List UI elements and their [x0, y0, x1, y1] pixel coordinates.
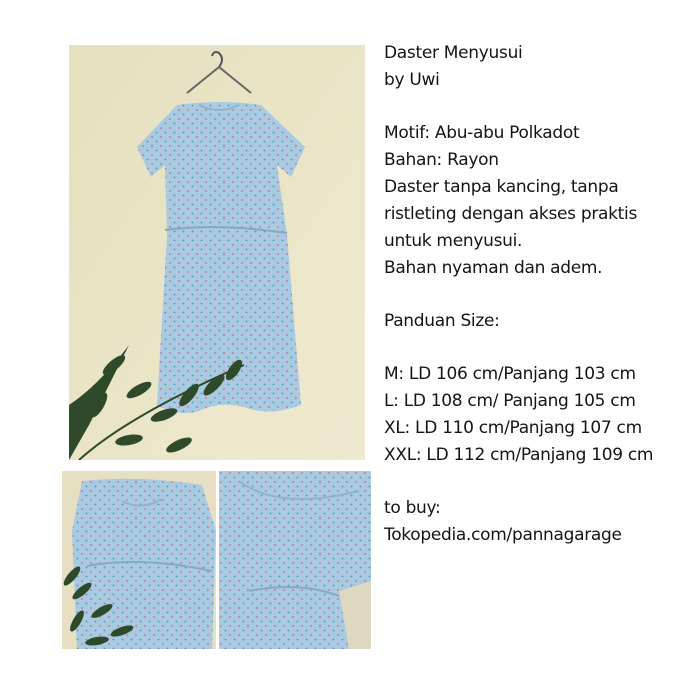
motif-text: Motif: Abu-abu Polkadot	[384, 123, 580, 143]
product-title-line2: by Uwi	[384, 70, 440, 90]
spacer	[384, 469, 684, 495]
spacer	[384, 335, 684, 361]
product-title-line1: Daster Menyusui	[384, 43, 523, 63]
description-line3: untuk menyusui.	[384, 231, 523, 251]
description-line1: Daster tanpa kancing, tanpa	[384, 177, 619, 197]
size-row-l: L: LD 108 cm/ Panjang 105 cm	[384, 391, 636, 411]
purchase-link: Tokopedia.com/pannagarage	[384, 525, 622, 545]
dress-photo-detail-right	[219, 471, 371, 649]
dress-photo-main	[69, 45, 365, 460]
description-line4: Bahan nyaman dan adem.	[384, 258, 603, 278]
dress-hanging-image	[69, 45, 365, 460]
fabric-closeup-image	[219, 471, 371, 649]
purchase-label: to buy:	[384, 498, 441, 518]
description-line2: ristleting dengan akses praktis	[384, 204, 638, 224]
dress-photo-detail-left	[62, 471, 216, 649]
spacer	[384, 282, 684, 308]
size-row-xl: XL: LD 110 cm/Panjang 107 cm	[384, 418, 642, 438]
dress-closeup-image	[62, 471, 216, 649]
size-guide-heading: Panduan Size:	[384, 311, 500, 331]
bahan-text: Bahan: Rayon	[384, 150, 499, 170]
size-row-xxl: XXL: LD 112 cm/Panjang 109 cm	[384, 445, 654, 465]
product-description	[384, 40, 684, 549]
size-row-m: M: LD 106 cm/Panjang 103 cm	[384, 364, 636, 384]
spacer	[384, 94, 684, 120]
